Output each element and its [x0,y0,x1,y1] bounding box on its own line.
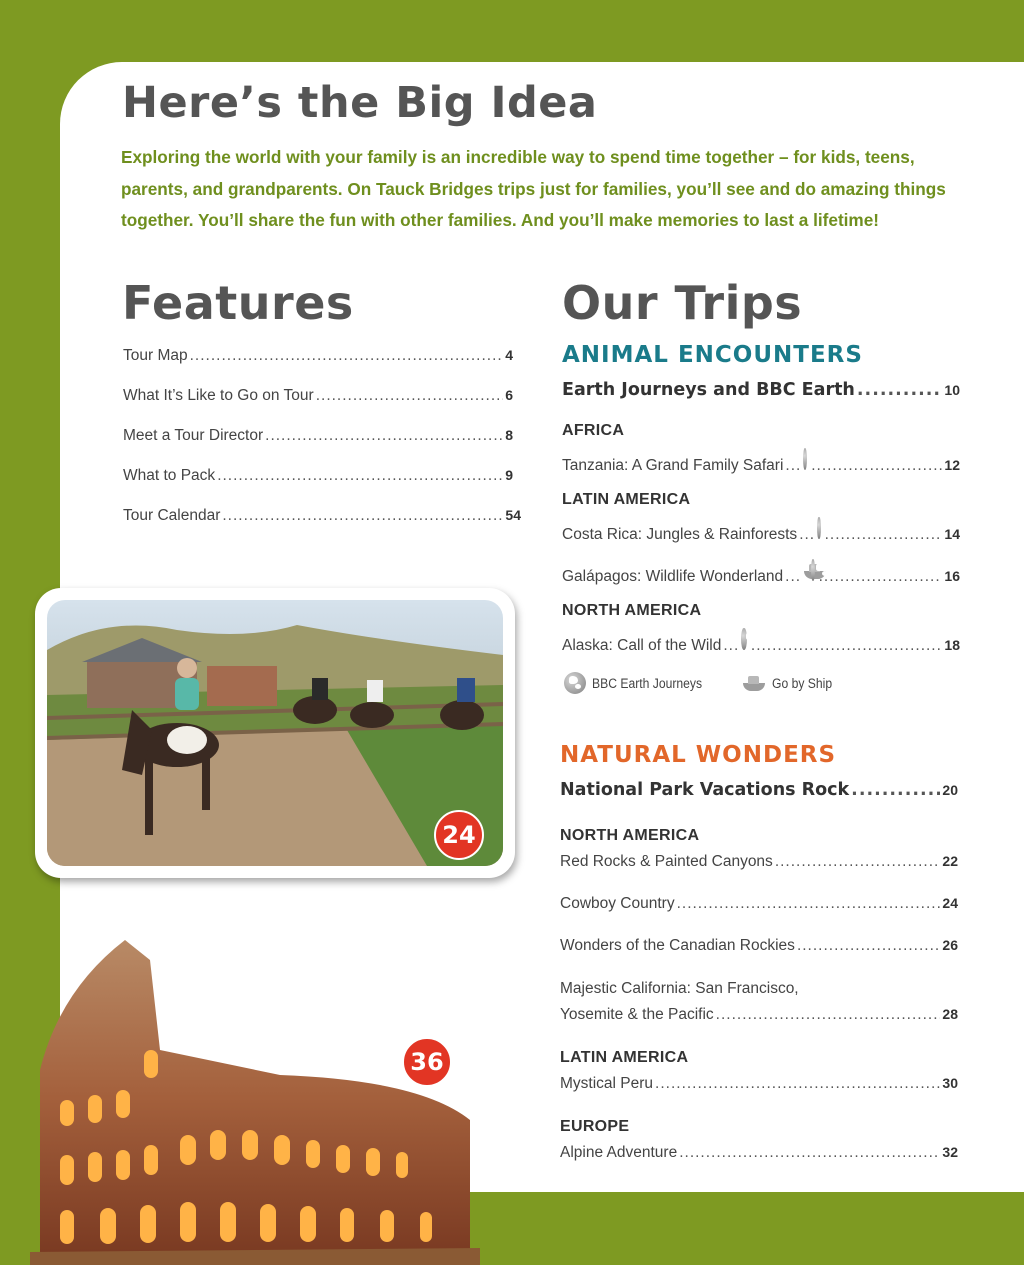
trip-page: 28 [942,1006,958,1022]
animal-encounters-heading: ANIMAL ENCOUNTERS [562,342,863,368]
leader-dots [785,568,799,586]
leader-dots [222,507,503,525]
leader-dots [679,1144,940,1162]
trip-label: Alaska: Call of the Wild [562,637,722,654]
leader-dots [811,457,942,475]
intro-paragraph: Exploring the world with your family is an incredible way to spend time together – for kids, teens, parents, and grandparents. On Tauck Bridges trips just for families, you’ll see and do amazing things together. You’ll share the fun with other families. And you’ll make memories to last a lifetime! [121,147,946,230]
trip-label: Earth Journeys and BBC Earth [562,380,855,400]
leader-dots [775,853,941,871]
legend-bbc-label: BBC Earth Journeys [592,675,703,691]
trip-row-costa-rica[interactable] [562,517,960,544]
leader-dots [655,1075,940,1093]
region-latin-america: LATIN AMERICA [562,491,691,508]
bbc-earth-globe-icon [741,628,747,650]
feature-page: 8 [505,427,513,443]
trip-label: Wonders of the Canadian Rockies [560,937,795,954]
bbc-earth-globe-icon [564,672,586,694]
trip-row-canadian-rockies[interactable] [560,937,958,955]
trip-page: 12 [944,457,960,473]
trip-page: 22 [942,853,958,869]
trip-row-cowboy-country[interactable] [560,895,958,913]
trip-row-earth-journeys[interactable] [562,380,960,400]
trip-page: 20 [942,782,958,798]
leader-dots [825,526,943,544]
trip-label: Cowboy Country [560,895,675,912]
trip-page: 30 [942,1075,958,1091]
trip-label: Yosemite & the Pacific [560,1006,714,1023]
leader-dots [316,387,504,405]
feature-label: What to Pack [123,467,216,484]
leader-dots [190,347,504,365]
leader-dots [785,457,799,475]
ship-icon [803,561,807,581]
feature-row-go-on-tour[interactable] [123,387,513,405]
trip-page: 14 [944,526,960,542]
feature-label: Tour Calendar [123,507,221,524]
leader-dots [799,526,813,544]
region-north-america: NORTH AMERICA [562,602,702,619]
trip-row-california[interactable] [560,1006,958,1024]
icon-legend [562,672,865,694]
ship-icon [742,673,766,693]
bbc-earth-globe-icon [817,517,820,539]
leader-dots [677,895,941,913]
page-headline: Here’s the Big Idea [122,78,598,128]
trip-label: Red Rocks & Painted Canyons [560,853,773,870]
region-north-america: NORTH AMERICA [560,827,700,844]
trip-row-tanzania[interactable] [562,448,960,475]
trip-label: Galápagos: Wildlife Wonderland [562,568,784,585]
region-latin-america: LATIN AMERICA [560,1049,689,1066]
feature-row-tour-calendar[interactable] [123,507,521,525]
trip-label: Mystical Peru [560,1075,654,1092]
feature-page: 4 [505,347,513,363]
trip-page: 16 [944,568,960,584]
trip-row-alaska[interactable] [562,628,960,655]
trip-label: Alpine Adventure [560,1144,678,1161]
feature-page: 6 [505,387,513,403]
trip-label: Tanzania: A Grand Family Safari [562,457,784,474]
colosseum-image [30,930,480,1265]
leader-dots [716,1006,941,1024]
leader-dots [751,637,943,655]
trip-page: 32 [942,1144,958,1160]
trip-page: 24 [942,895,958,911]
region-africa: AFRICA [562,422,625,439]
leader-dots [723,637,737,655]
trip-row-national-parks[interactable] [560,780,958,800]
leader-dots [217,467,503,485]
trip-row-red-rocks[interactable] [560,853,958,871]
trip-row-galapagos[interactable] [562,559,960,586]
trip-page: 26 [942,937,958,953]
bbc-earth-globe-icon [803,448,807,470]
natural-wonders-heading: NATURAL WONDERS [560,742,837,768]
bbc-earth-globe-icon [811,559,815,581]
feature-row-tour-map[interactable] [123,347,513,365]
feature-row-tour-director[interactable] [123,427,513,445]
leader-dots [797,937,940,955]
feature-page: 54 [505,507,521,523]
feature-label: Tour Map [123,347,188,364]
features-title: Features [122,276,354,330]
region-europe: EUROPE [560,1118,630,1135]
page-badge: 24 [434,810,484,860]
leader-dots [851,780,940,800]
feature-row-what-to-pack[interactable] [123,467,513,485]
trip-row-california-line1[interactable] [560,980,958,998]
legend-ship-label: Go by Ship [772,675,833,691]
trips-title: Our Trips [562,276,803,330]
feature-page: 9 [505,467,513,483]
trip-label: Costa Rica: Jungles & Rainforests [562,526,798,543]
trip-page: 10 [944,382,960,398]
trip-page: 18 [944,637,960,653]
page-badge: 36 [402,1037,452,1087]
feature-label: Meet a Tour Director [123,427,264,444]
leader-dots [857,380,943,400]
trip-label: Majestic California: San Francisco, [560,980,799,997]
trip-label: National Park Vacations Rock [560,780,850,800]
feature-label: What It’s Like to Go on Tour [123,387,314,404]
leader-dots [819,568,943,586]
trip-row-alpine[interactable] [560,1144,958,1162]
trip-row-peru[interactable] [560,1075,958,1093]
leader-dots [265,427,503,445]
